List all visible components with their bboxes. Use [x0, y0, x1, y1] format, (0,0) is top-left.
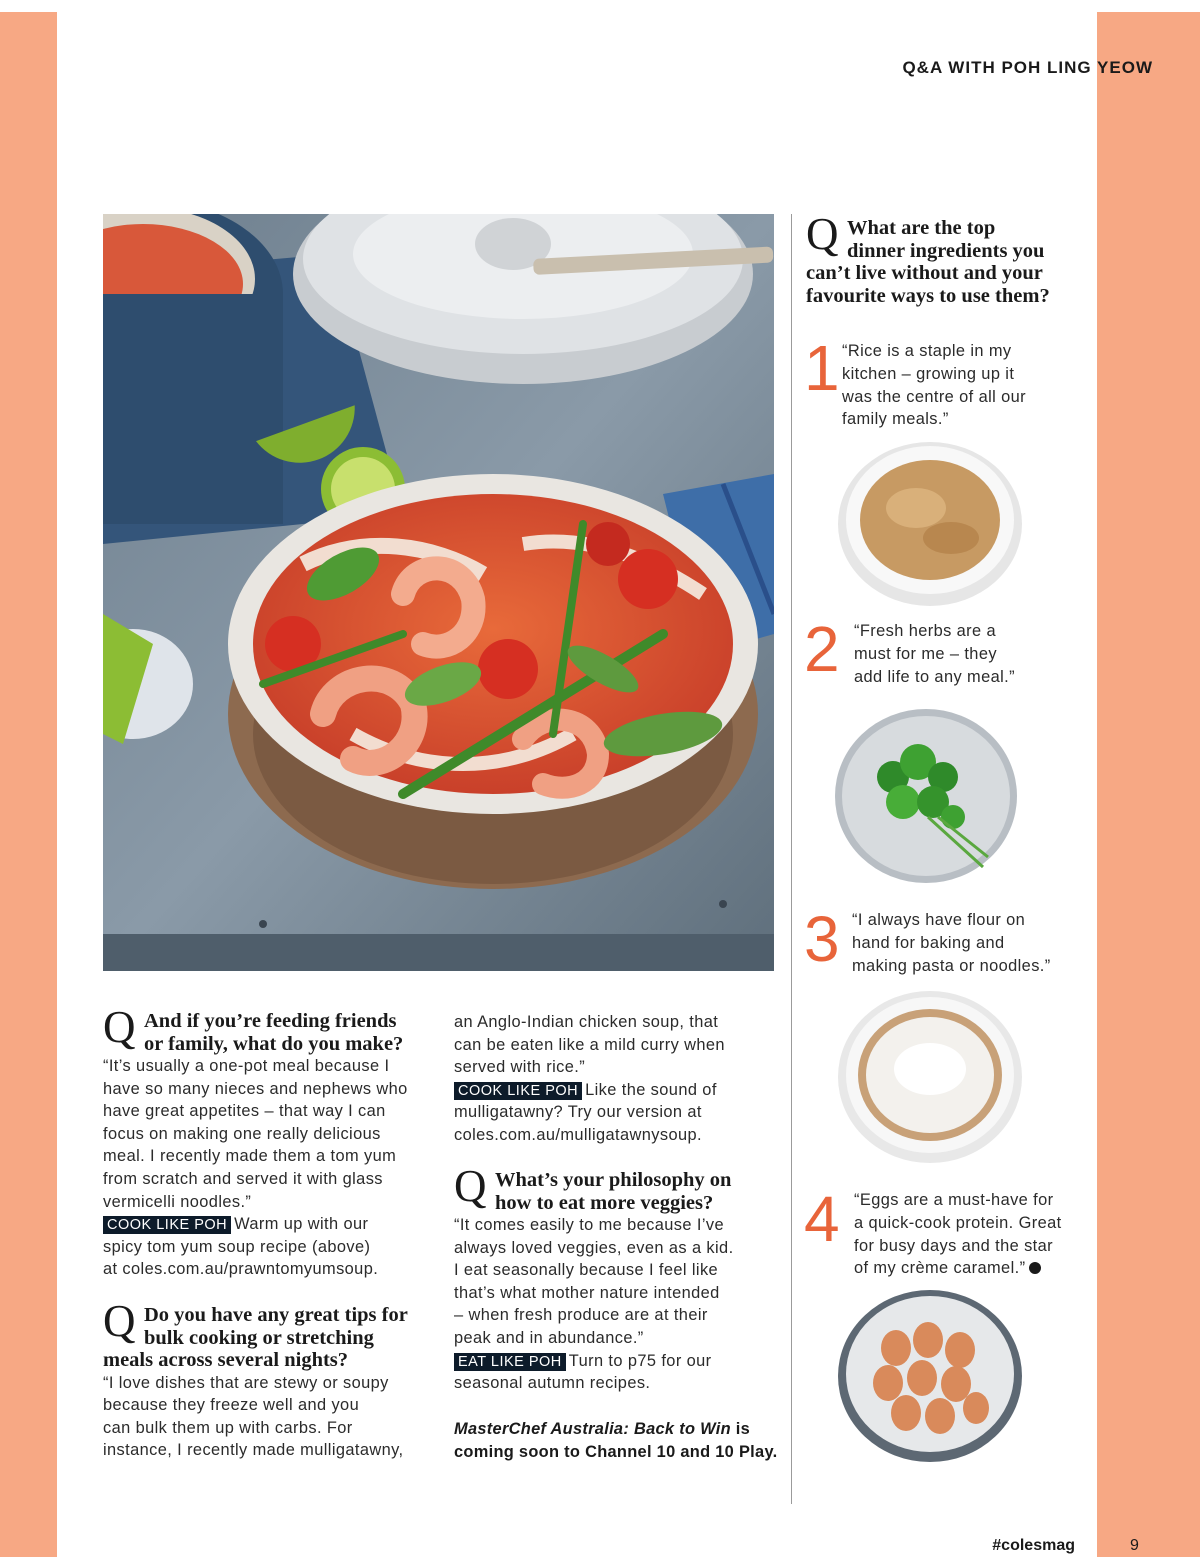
question-veggies	[454, 1161, 784, 1395]
ingredient-quote: “Fresh herbs are a must for me – they add life to any meal.”	[854, 622, 1015, 686]
cook-like-poh-tag: COOK LIKE POH	[454, 1082, 582, 1100]
right-color-stripe	[1097, 12, 1200, 1557]
end-mark-icon	[1029, 1262, 1041, 1274]
question-heading: Q What’s your philosophy on how to eat more veggies?	[454, 1161, 732, 1214]
q-drop-letter: Q	[806, 209, 839, 259]
ingredient-quote: “Rice is a staple in my kitchen – growing up it was the centre of all our family meals.”	[842, 342, 1027, 429]
answer-text: “I love dishes that are stewy or soupy because they freeze well and you can bulk them up with carbs. For instance, I recently made mulligatawny,	[103, 1373, 404, 1460]
hero-photo-tom-yum-soup	[103, 214, 774, 971]
hashtag: #colesmag	[992, 1537, 1075, 1554]
ingredient-number: 2	[804, 613, 840, 685]
question-heading: Q And if you’re feeding friends or family, what do you make?	[103, 1002, 404, 1055]
question-feeding-family	[103, 1002, 433, 1281]
ingredient-quote: “Eggs are a must-have for a quick-cook protein. Great for busy days and the star of my crème caramel.”	[854, 1191, 1062, 1278]
ingredient-number: 3	[804, 903, 840, 975]
answer-text: “It comes easily to me because I’ve always loved veggies, even as a kid. I eat seasonally because I feel like that’s what mother nature intended – when fresh produce are at their peak and in abundance.” EAT LIKE POH Turn to p75 for our seasonal autumn recipes.	[454, 1216, 734, 1393]
rice-bowl-image	[836, 438, 1024, 606]
ingredient-number: 4	[804, 1183, 840, 1255]
answer-continued	[454, 1011, 784, 1147]
q-drop-letter: Q	[103, 1002, 136, 1052]
herbs-plate-image	[833, 707, 1019, 885]
flour-bowl-image	[836, 989, 1024, 1165]
eat-like-poh-tag: EAT LIKE POH	[454, 1353, 566, 1371]
ingredient-number: 1	[804, 332, 840, 404]
question-heading: Q What are the top dinner ingredients you can’t live without and your favourite ways to use them?	[806, 209, 1050, 307]
answer-text: “It’s usually a one-pot meal because I have so many nieces and nephews who have great appetites – that way I can focus on making one really delicious meal. I recently made them a tom yum from scratch and served it with glass vermicelli noodles.” COOK LIKE POH Warm up with our spicy tom yum soup recipe (above) at coles.com.au/prawntomyumsoup.	[103, 1057, 408, 1279]
column-divider	[791, 214, 792, 1504]
q-drop-letter: Q	[454, 1161, 487, 1211]
question-bulk-cooking	[103, 1296, 433, 1462]
eggs-bowl-image	[836, 1288, 1024, 1464]
answer-text: an Anglo-Indian chicken soup, that can be eaten like a mild curry when served with rice.” COOK LIKE POH Like the sound of mulligatawny? Try our version at coles.com.au/mulligatawnysoup.	[454, 1013, 725, 1144]
show-promo-note: MasterChef Australia: Back to Win is coming soon to Channel 10 and 10 Play.	[454, 1420, 778, 1461]
cook-like-poh-tag: COOK LIKE POH	[103, 1216, 231, 1234]
left-color-stripe	[0, 12, 57, 1557]
page-number: 9	[1130, 1537, 1139, 1554]
q-drop-letter: Q	[103, 1296, 136, 1346]
section-header: Q&A WITH POH LING YEOW	[902, 58, 1153, 77]
question-heading: Q Do you have any great tips for bulk cooking or stretching meals across several nights?	[103, 1296, 408, 1371]
question-top-ingredients	[806, 209, 1096, 307]
ingredient-quote: “I always have flour on hand for baking and making pasta or noodles.”	[852, 911, 1051, 975]
